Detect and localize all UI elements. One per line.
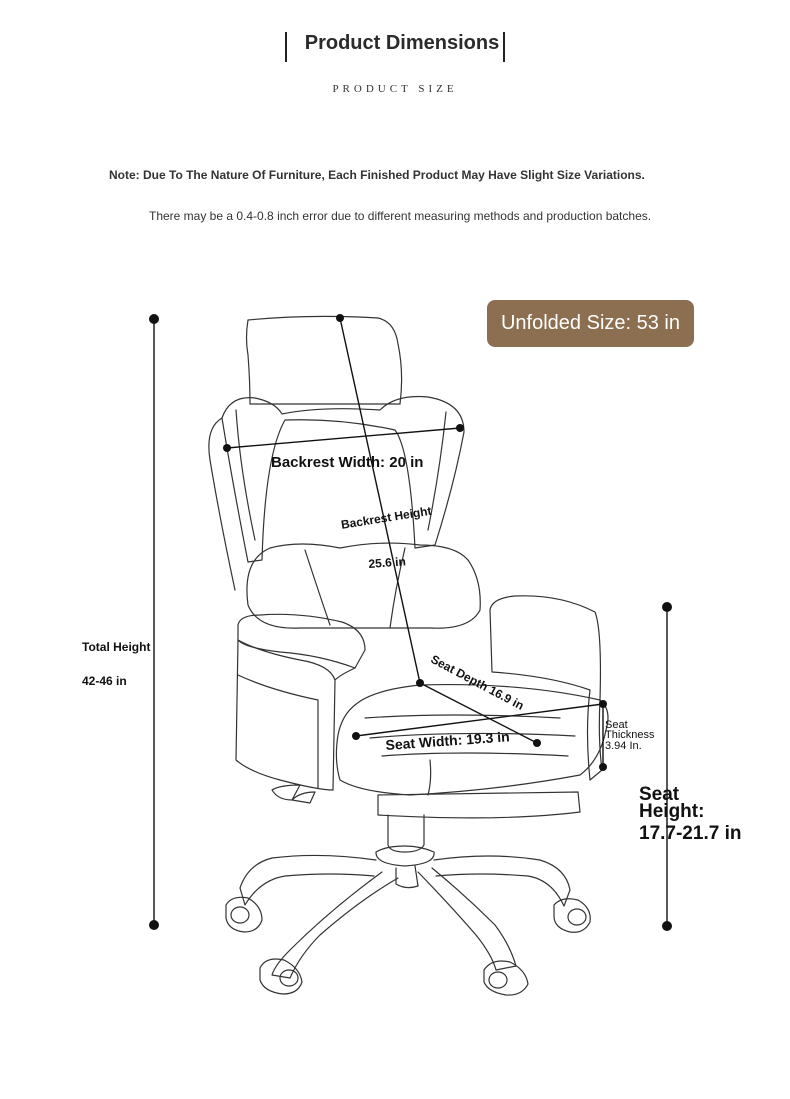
seat-width-left-dot xyxy=(352,732,360,740)
backrest-side-left xyxy=(209,418,235,590)
note-variation: Note: Due To The Nature Of Furniture, Each Finished Product May Have Slight Size Variations. xyxy=(109,168,645,182)
caster-front-right xyxy=(484,961,528,995)
seat-height-bottom-dot xyxy=(662,921,672,931)
backrest-width-label: Backrest Width: 20 in xyxy=(271,454,424,471)
lift-collar xyxy=(376,846,434,866)
note-error: There may be a 0.4-0.8 inch error due to different measuring methods and production batches. xyxy=(149,209,652,223)
footrest-handle xyxy=(272,785,315,803)
seat-height-value: 17.7-21.7 in xyxy=(639,823,742,844)
seat-depth-label: Seat Depth 16.9 in xyxy=(428,652,527,713)
backrest-height-label: Backrest Height xyxy=(340,503,433,532)
base-spoke-back xyxy=(396,866,418,888)
backrest-outline xyxy=(222,397,464,562)
seat-height-label-2: Height: xyxy=(639,801,705,822)
backrest-height-top-dot xyxy=(336,314,344,322)
seat-thickness-value: 3.94 In. xyxy=(605,740,642,752)
armrest-right xyxy=(490,596,602,780)
total-height-label: Total Height xyxy=(82,640,151,654)
page-title-text: Product Dimensions xyxy=(304,32,500,54)
backrest-width-line xyxy=(227,428,460,448)
measurement-lines xyxy=(154,318,667,926)
seat-height-top-dot xyxy=(662,602,672,612)
total-height-bottom-dot xyxy=(149,920,159,930)
backrest-inner-left xyxy=(236,410,255,540)
base-spoke-right xyxy=(434,856,570,906)
seat-height-label-1: Seat xyxy=(639,784,680,805)
lumbar-cushion xyxy=(247,543,480,628)
seat-width-right-dot xyxy=(599,700,607,708)
seat-thickness-bottom-dot xyxy=(599,763,607,771)
measurement-dots xyxy=(149,314,672,931)
base-spoke-left xyxy=(240,855,376,905)
total-height-value: 42-46 in xyxy=(82,674,127,688)
page-subtitle: PRODUCT SIZE xyxy=(332,83,458,95)
seat-width-label: Seat Width: 19.3 in xyxy=(385,728,511,753)
unfolded-size-badge: Unfolded Size: 53 in xyxy=(487,300,694,347)
backrest-height-value: 25.6 in xyxy=(368,554,407,571)
seat-depth-end-dot xyxy=(533,739,541,747)
seat-lines xyxy=(365,715,575,795)
seat-thickness-label-2: Thickness xyxy=(605,729,655,741)
backrest-width-right-dot xyxy=(456,424,464,432)
seat-thickness-label-1: Seat xyxy=(605,719,628,731)
base-spoke-front-right xyxy=(418,868,516,970)
total-height-top-dot xyxy=(149,314,159,324)
seat-depth-start-dot xyxy=(416,679,424,687)
armrest-left-panel xyxy=(238,675,318,788)
caster-right xyxy=(554,899,590,933)
seat-base xyxy=(378,792,580,818)
backrest-width-left-dot xyxy=(223,444,231,452)
base-spoke-front-left xyxy=(272,872,398,978)
headrest-outline xyxy=(247,316,402,404)
